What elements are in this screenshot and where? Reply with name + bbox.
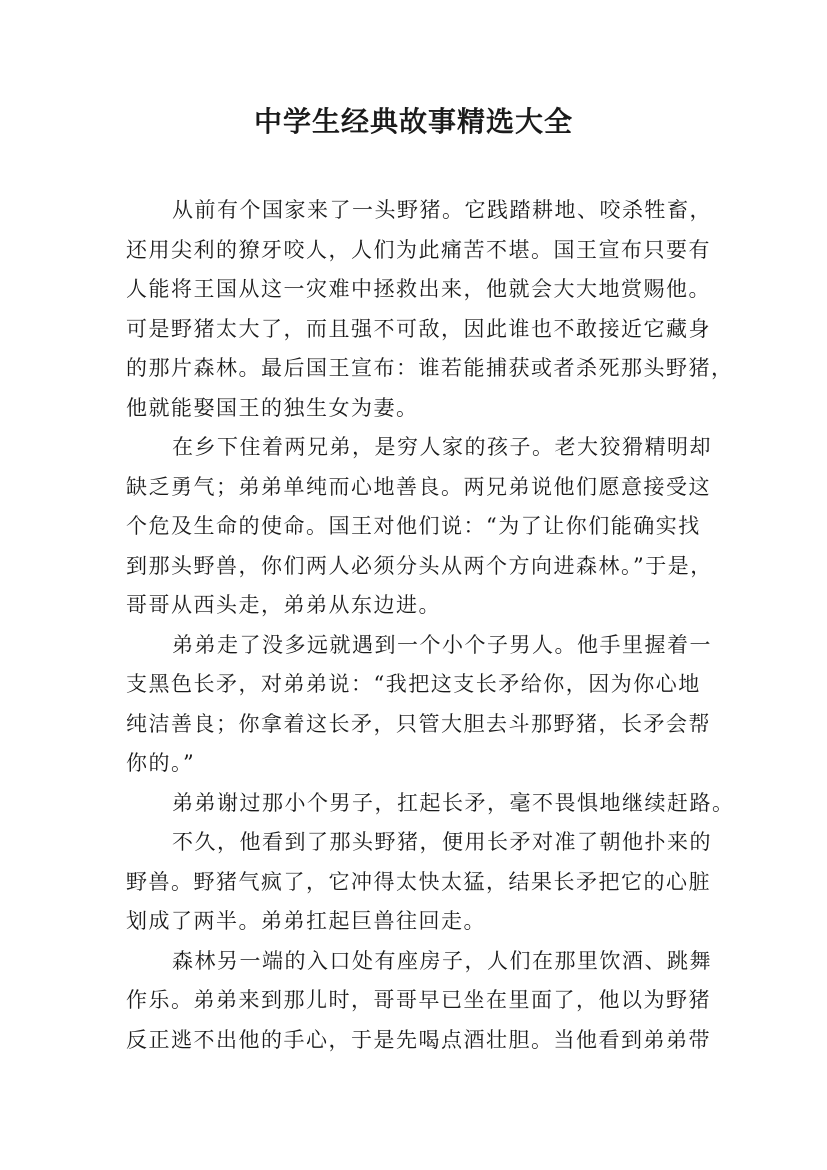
text-line: 从前有个国家来了一头野猪。它践踏耕地、咬杀牲畜， <box>172 198 712 222</box>
text-line: 缺乏勇气；弟弟单纯而心地善良。两兄弟说他们愿意接受这 <box>126 474 711 499</box>
text-line: 哥哥从西头走，弟弟从东边进。 <box>126 593 441 617</box>
text-line: 还用尖利的獠牙咬人，人们为此痛苦不堪。国王宣布只要有 <box>126 237 711 262</box>
text-line: 在乡下住着两兄弟，是穷人家的孩子。老大狡猾精明却 <box>172 435 712 459</box>
text-line: 你的。” <box>126 751 196 775</box>
text-line: 个危及生命的使命。国王对他们说：“为了让你们能确实找 <box>126 514 701 538</box>
text-line: 可是野猪太大了，而且强不可敌，因此谁也不敢接近它藏身 <box>126 316 711 341</box>
text-line: 反正逃不出他的手心，于是先喝点酒壮胆。当他看到弟弟带 <box>126 1027 711 1052</box>
text-line: 的那片森林。最后国王宣布：谁若能捕获或者杀死那头野猪， <box>126 356 734 380</box>
text-line: 人能将王国从这一灾难中拯救出来，他就会大大地赏赐他。 <box>126 277 711 301</box>
text-line: 弟弟走了没多远就遇到一个小个子男人。他手里握着一 <box>172 632 712 657</box>
text-line: 他就能娶国王的独生女为妻。 <box>126 395 419 420</box>
document-title: 中学生经典故事精选大全 <box>253 105 573 138</box>
text-line: 不久，他看到了那头野猪，便用长矛对准了朝他扑来的 <box>172 830 712 854</box>
text-line: 弟弟谢过那小个男子，扛起长矛，毫不畏惧地继续赶路。 <box>172 790 735 815</box>
text-line: 野兽。野猪气疯了，它冲得太快太猛，结果长矛把它的心脏 <box>126 869 711 894</box>
text-line: 纯洁善良；你拿着这长矛，只管大胆去斗那野猪，长矛会帮 <box>126 711 711 736</box>
text-line: 森林另一端的入口处有座房子，人们在那里饮酒、跳舞 <box>172 948 712 973</box>
text-line: 支黑色长矛，对弟弟说：“我把这支长矛给你，因为你心地 <box>126 672 701 696</box>
story-body <box>126 191 735 1060</box>
text-line: 划成了两半。弟弟扛起巨兽往回走。 <box>126 909 486 933</box>
text-line: 作乐。弟弟来到那儿时，哥哥早已坐在里面了，他以为野猪 <box>126 988 711 1012</box>
text-line: 到那头野兽，你们两人必须分头从两个方向进森林。”于是， <box>126 553 713 578</box>
